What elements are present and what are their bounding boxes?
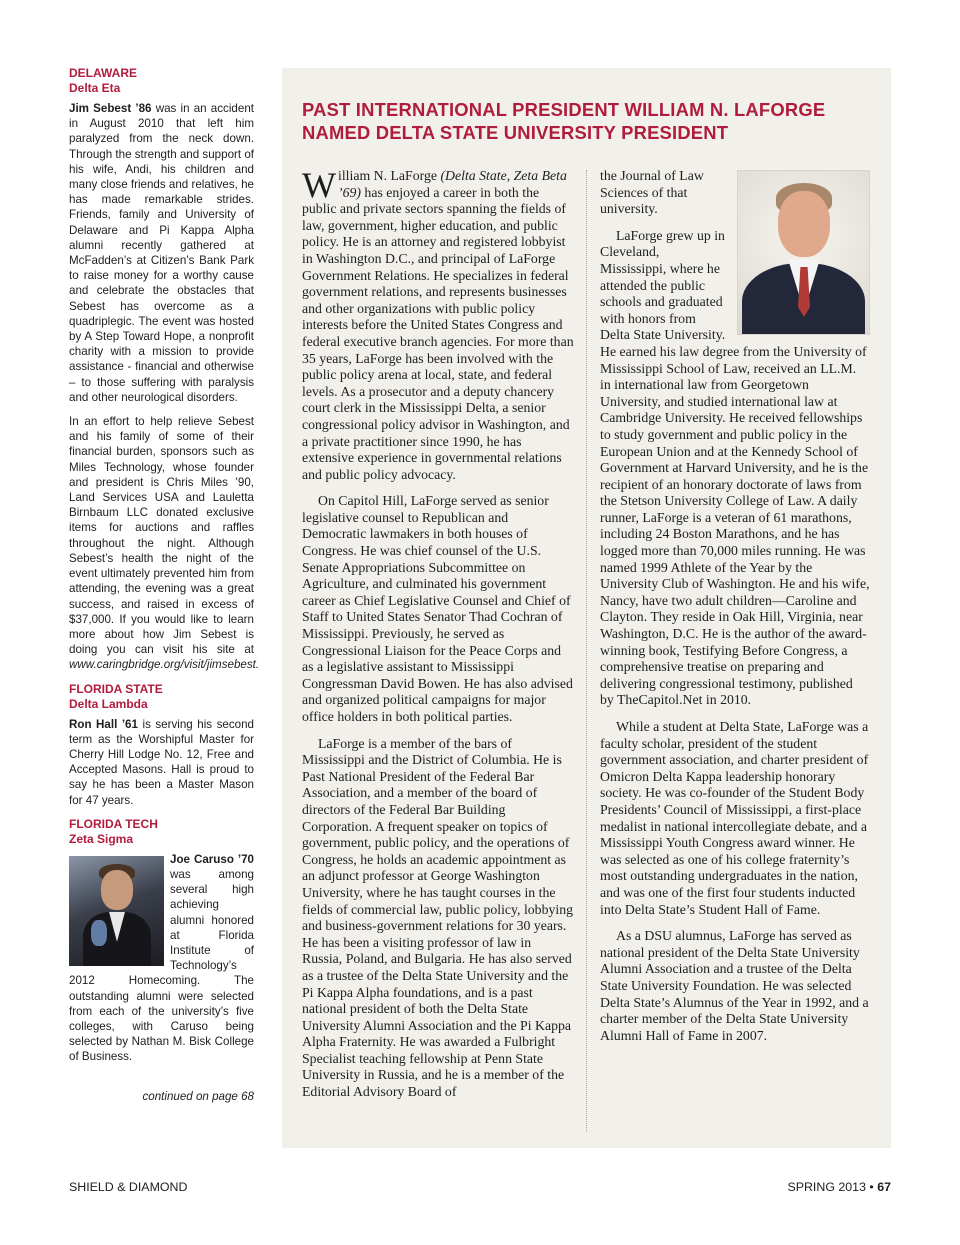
- p1-start: illiam N. LaForge: [337, 168, 441, 183]
- page-number: 67: [877, 1180, 891, 1194]
- article-paragraph-4: LaForge grew up in Cleveland, Mississippi, where he attended the public schools and graduated with honors from Delta State University. He earned his law degree from the University of Mississippi School of Law, received an LL.M. in international law from Georgetown University, and studied international law at Cambridge University. He received fellowships to study government and public policy in the European Union and at the Kennedy School of Government at Harvard University, and he is the recipient of an honorary doctorate of laws from the Stetson University College of Law. A daily runner, LaForge is a veteran of 61 marathons, including 24 Boston Marathons, and he has logged more than 70,000 miles running. He was named 1999 Athlete of the Year by the University Club of Washington. He and his wife, Nancy, have two adult children—Caroline and Clayton. They reside in Oak Hill, Virginia, near Washington, D.C. He is the author of the award-winning book, Testifying Before Congress, a comprehensive treatise on preparing and delivering congressional testimony, published by TheCapitol.Net in 2010.: [600, 227, 870, 708]
- issue-label: SPRING 2013 •: [787, 1180, 878, 1194]
- alumnus-name-caruso: Joe Caruso ’70: [170, 852, 254, 866]
- florida-tech-paragraph: [69, 852, 254, 1065]
- article-paragraph-6: As a DSU alumnus, LaForge has served as national president of the Delta State University Alumni Association and a trustee of the Delta State University Foundation. He was selected Delta State’s Alumnus of the Year in 1992, and a charter member of the Delta State University Alumni Hall of Fame in 2007.: [600, 928, 869, 1043]
- chapter-greek-zeta-sigma: Zeta Sigma: [69, 831, 134, 846]
- chapter-name-delaware: DELAWARE: [69, 66, 138, 80]
- delaware-text-1: was in an accident in August 2010 that left him paralyzed from the neck down. Through the strength and support of his wife, Andi, his children and many close friends and relatives, he has made remarkable strides. Friends, family and University of Delaware and Pi Kappa Alpha alumni recently gathered at McFadden’s at Citizen’s Bank Park to raise money for a worthy cause and celebrate the obstacles that Sebest has overcome as a quadriplegic. The event was hosted by A Step Toward Hope, a nonprofit charity with a mission to provide assistance - financial and otherwise – to those suffering with paralysis and other neurological disorders.: [69, 102, 254, 404]
- continued-on-page: continued on page 68: [142, 1089, 254, 1103]
- article-paragraph-1: [302, 165, 574, 483]
- article-column-2: [600, 168, 870, 1054]
- article-paragraph-3-cont: the Journal of Law Sciences of that university.: [600, 168, 704, 217]
- article-paragraph-5: While a student at Delta State, LaForge was a faculty scholar, president of the student government association, and charter president of Omicron Delta Kappa leadership honorary society. He was co-founder of the Student Body Presidents’ Council of Mississippi, a first-place medalist in national intercollegiate debate, and a Mississippi Youth Congress award winner. He was selected as one of his college fraternity’s most outstanding undergraduates in the nation, and was one of the first four students inducted into Delta State’s Student Hall of Fame.: [600, 719, 869, 917]
- article-paragraph-3: LaForge is a member of the bars of Mississippi and the District of Columbia. He is Past National President of the Federal Bar Association, and a member of the board of directors of the Federal Bar Building Corporation. A frequent speaker on topics of government, public policy, and the operations of Congress, he holds an academic appointment as an adjunct professor at George Washington University, where he has taught courses in the fields of commercial law, public policy, lobbying and business-government relations for 30 years. He has been a visiting professor of law in Russia, Poland, and Bulgaria. He has also served as a trustee of the Delta State University and the Pi Kappa Alpha foundations, and is a past national president of both the Delta State University Alumni Association and the Pi Kappa Alpha Fraternity. He was awarded a Fulbright Specialist teaching fellowship at Penn State University in Russia, and he is a member of the Editorial Advisory Board of: [302, 735, 574, 1100]
- alumnus-name-sebest: Jim Sebest ’86: [69, 102, 152, 115]
- florida-state-paragraph: [69, 717, 254, 808]
- delaware-paragraph-2: [69, 414, 260, 672]
- florida-state-text: is serving his second term as the Worshipful Master for Cherry Hill Lodge No. 12, Free and Accepted Masons. Hall is proud to say he has been a Master Mason for 47 years.: [69, 717, 255, 807]
- p1-affiliation: (Delta State, Zeta Beta ’69): [337, 168, 567, 200]
- laforge-portrait-photo: [737, 170, 870, 335]
- delaware-paragraph-1: [69, 101, 254, 405]
- issue-page-footer: [787, 1180, 891, 1194]
- chapter-news-sidebar: [69, 66, 260, 1104]
- alumnus-name-hall: Ron Hall ’61: [69, 717, 138, 731]
- delaware-text-2: In an effort to help relieve Sebest and his family of some of their financial burden, sponsors such as Miles Technology, whose founder and president is Chris Miles ’90, Land Services USA and Lauletta Birnbaum LLC donated exclusive items for auctions and raffles throughout the night. Although Sebest’s health the night of the event ultimately prevented him from attending, the evening was a great success, and raised in excess of $37,000. If you would like to learn more about how Jim Sebest is doing you can visit his site at: [69, 415, 254, 657]
- caringbridge-link[interactable]: www.caringbridge.org/visit/jimsebest.: [69, 658, 260, 672]
- article-paragraph-2: On Capitol Hill, LaForge served as senior legislative counsel to Republican and Democratic lawmakers in both houses of Congress. He was chief counsel of the U.S. Senate Appropriations Subcommittee on Agriculture, and culminated his government career as Chief Legislative Counsel and Chief of Staff to United States Senator Thad Cochran of Mississippi. Previously, he served as Congressional Liaison for the Peace Corps and as a legislative assistant to Mississippi Congressman David Bowen. He has also advised and organized political campaigns for major office holders in both political parties.: [302, 493, 573, 724]
- chapter-name-florida-state: FLORIDA STATE: [69, 681, 163, 696]
- florida-tech-text: was among several high achieving alumni honored at Florida Institute of Technology’s 2012 Homecoming. The outstanding alumni were selected from each of the university’s five colleges, with Caruso being selected by Nathan M. Bisk College of Business.: [69, 867, 254, 1064]
- drop-cap: W: [302, 165, 336, 205]
- chapter-name-florida-tech: FLORIDA TECH: [69, 816, 158, 831]
- chapter-greek-delta-eta: Delta Eta: [69, 81, 121, 95]
- magazine-name-footer: SHIELD & DIAMOND: [69, 1180, 188, 1194]
- article-column-1: [302, 165, 574, 1111]
- column-divider: [586, 170, 587, 1132]
- p1-rest: has enjoyed a career in both the public and private sectors spanning the fields of law, government, higher education, and public policy. He is an attorney and registered lobbyist in Washington D.C., and principal of LaForge Government Relations. He specializes in federal government relations, and represents businesses and other organizations with public policy interests before the United States Congress and federal executive branch agencies. For more than 35 years, LaForge has been involved with the public policy arena at local, state, and federal levels. As a prosecutor and a deputy chancery court clerk in the Mississippi Delta, a senior congressional policy advisor in Washington, and a private practitioner since 1990, he has extensive experience in governmental relations and public policy advocacy.: [302, 184, 574, 482]
- article-headline: PAST INTERNATIONAL PRESIDENT WILLIAM N. LAFORGE NAMED DELTA STATE UNIVERSITY PRESIDENT: [302, 99, 826, 143]
- chapter-greek-delta-lambda: Delta Lambda: [69, 696, 148, 711]
- caruso-photo: [69, 856, 164, 966]
